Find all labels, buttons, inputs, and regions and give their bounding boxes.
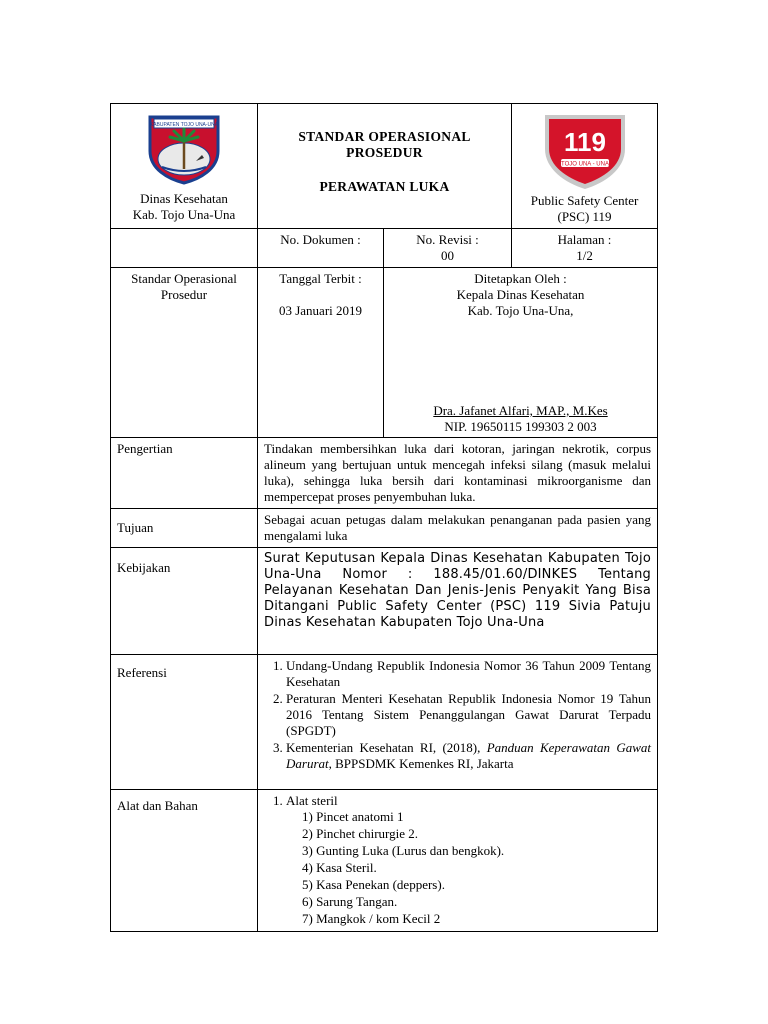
alat-list: [264, 793, 651, 927]
ditetapkan-line3: Kab. Tojo Una-Una,: [467, 303, 574, 318]
tujuan-text: Sebagai acuan petugas dalam melakukan penanganan pada pasien yang mengalami luka: [258, 509, 658, 548]
signer-name: Dra. Jafanet Alfari, MAP., M.Kes: [433, 403, 608, 418]
referensi-item: 1. Undang-Undang Republik Indonesia Nomor 36 Tahun 2009 Tentang Kesehatan: [286, 658, 651, 690]
alat-label: Alat dan Bahan: [111, 790, 258, 932]
ditetapkan-line2: Kepala Dinas Kesehatan: [456, 287, 585, 302]
halaman-cell: [512, 229, 658, 268]
referensi-item: [286, 740, 651, 772]
referensi-item: 2. Peraturan Menteri Kesehatan Republik Indonesia Nomor 19 Tahun 2016 Tentang Sistem Penanggulangan Gawat Darurat Terpadu (SPGDT): [286, 691, 651, 739]
logo-banner-text: KABUPATEN TOJO UNA-UNA: [149, 122, 219, 128]
alat-sublist: [286, 809, 651, 927]
halaman-value: 1/2: [576, 248, 593, 263]
sop-label-cell: [111, 268, 258, 438]
pengertian-row: [111, 438, 658, 509]
sop-table: [110, 103, 658, 932]
psc-119-shield-icon: [537, 111, 633, 191]
kebijakan-label: Kebijakan: [111, 548, 258, 655]
signer-nip: NIP. 19650115 199303 2 003: [444, 419, 597, 434]
doc-no-cell: [258, 229, 384, 268]
referensi-row: [111, 655, 658, 790]
ref3-part-b: , BPPSDMK Kemenkes RI, Jakarta: [328, 756, 514, 771]
meta-empty-cell: [111, 229, 258, 268]
ref3-part-a: Kementerian Kesehatan RI, (2018),: [286, 740, 487, 755]
title-line2: PROSEDUR: [346, 145, 423, 160]
left-org-cell: [111, 104, 258, 229]
sop-label-line2: Prosedur: [160, 287, 208, 302]
psc-number-text: 119: [563, 127, 606, 157]
ref3-title: Panduan Keperawatan Gawat Darurat: [286, 740, 652, 771]
alat-group: [286, 793, 651, 927]
right-org-line1: Public Safety Center: [530, 193, 639, 208]
title-cell: [258, 104, 512, 229]
halaman-label: Halaman :: [557, 232, 612, 247]
right-org-cell: [512, 104, 658, 229]
tojo-una-una-emblem-icon: [144, 111, 224, 185]
tanggal-cell: [258, 268, 384, 438]
tujuan-row: [111, 509, 658, 548]
alat-item: 5) Kasa Penekan (deppers).: [302, 877, 445, 892]
document-subtitle: PERAWATAN LUKA: [319, 179, 450, 194]
sop-label-line1: Standar Operasional: [131, 271, 237, 286]
alat-item: 7) Mangkok / kom Kecil 2: [302, 911, 441, 926]
left-org-line2: Kab. Tojo Una-Una: [132, 207, 236, 222]
tanggal-value: 03 Januari 2019: [278, 303, 363, 318]
revisi-cell: [384, 229, 512, 268]
meta-row: [111, 229, 658, 268]
referensi-label: Referensi: [111, 655, 258, 790]
kebijakan-row: [111, 548, 658, 655]
ditetapkan-cell: [384, 268, 658, 438]
ditetapkan-line1: Ditetapkan Oleh :: [474, 271, 567, 286]
kebijakan-text: Surat Keputusan Kepala Dinas Kesehatan Kabupaten Tojo Una-Una Nomor : 188.45/01.60/DINKES Tentang Pelayanan Kesehatan Dan Jenis-Jenis Penyakit Yang Bisa Ditangani Public Safety Center (PSC) 119 Sivia Patuju Dinas Kesehatan Kabupaten Tojo Una-Una: [258, 548, 658, 655]
tanggal-label: Tanggal Terbit :: [279, 271, 362, 286]
header-row: [111, 104, 658, 229]
revisi-label: No. Revisi :: [416, 232, 479, 247]
left-org-line1: Dinas Kesehatan: [140, 191, 228, 206]
alat-cell: [258, 790, 658, 932]
referensi-list: [264, 658, 651, 772]
sop-document: [110, 103, 657, 932]
alat-item: 3) Gunting Luka (Lurus dan bengkok).: [302, 843, 505, 858]
referensi-cell: [258, 655, 658, 790]
approval-row: [111, 268, 658, 438]
alat-row: [111, 790, 658, 932]
psc-banner-text: TOJO UNA - UNA: [560, 161, 609, 168]
alat-item: 2) Pinchet chirurgie 2.: [302, 826, 419, 841]
right-org-line2: (PSC) 119: [557, 209, 612, 224]
pengertian-text: Tindakan membersihkan luka dari kotoran, jaringan nekrotik, corpus alineum yang bertujuan untuk mencegah infeksi silang (masuk melalui luka), sehingga luka bersih dari kontaminasi mikroorganisme dan mempercepat proses penyembuhan luka.: [258, 438, 658, 509]
doc-no-label: No. Dokumen :: [280, 232, 361, 247]
pengertian-label: Pengertian: [111, 438, 258, 509]
alat-item: 1) Pincet anatomi 1: [302, 809, 404, 824]
title-line1: STANDAR OPERASIONAL: [298, 129, 471, 144]
alat-item: 4) Kasa Steril.: [302, 860, 377, 875]
tujuan-label: Tujuan: [111, 509, 258, 548]
alat-group-label: Alat steril: [286, 793, 338, 808]
revisi-value: 00: [441, 248, 454, 263]
alat-item: 6) Sarung Tangan.: [302, 894, 398, 909]
